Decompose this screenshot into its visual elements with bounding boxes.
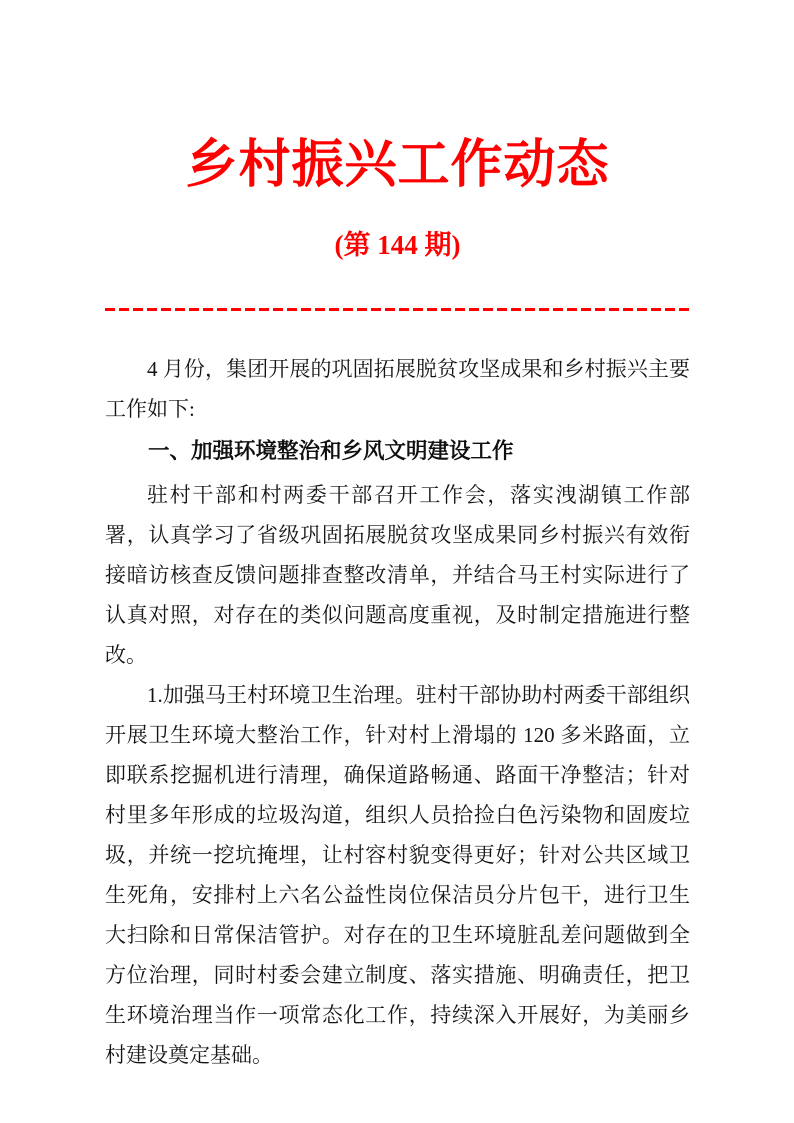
intro-paragraph: 4 月份，集团开展的巩固拓展脱贫攻坚成果和乡村振兴主要工作如下: <box>105 356 690 421</box>
section-heading: 一、加强环境整治和乡风文明建设工作 <box>148 438 514 463</box>
body-paragraph-2: 1.加强马王村环境卫生治理。驻村干部协助村两委干部组织开展卫生环境大整治工作，针对村上滑塌的 120 多米路面，立即联系挖掘机进行清理，确保道路畅通、路面干净整洁；针对村里多年形成的垃圾沟道，组织人员拾捡白色污染物和固废垃圾，并统一挖坑掩埋，让村容村貌变得更好；针对公共区域卫生死角，安排村上六名公益性岗位保洁员分片包干，进行卫生大扫除和日常保洁管护。对存在的卫生环境脏乱差问题做到全方位治理，同时村委会建立制度、落实措施、明确责任，把卫生环境治理当作一项常态化工作，持续深入开展好，为美丽乡村建设奠定基础。 <box>105 682 690 1067</box>
document-title: 乡村振兴工作动态 <box>185 137 610 194</box>
issue-number: (第 144 期) <box>334 230 461 261</box>
body-paragraph-1: 驻村干部和村两委干部召开工作会，落实洩湖镇工作部署，认真学习了省级巩固拓展脱贫攻坚成果同乡村振兴有效衔接暗访核查反馈问题排查整改清单，并结合马王村实际进行了认真对照，对存在的类似问题高度重视，及时制定措施进行整改。 <box>105 482 690 667</box>
red-dashed-divider <box>105 308 690 311</box>
